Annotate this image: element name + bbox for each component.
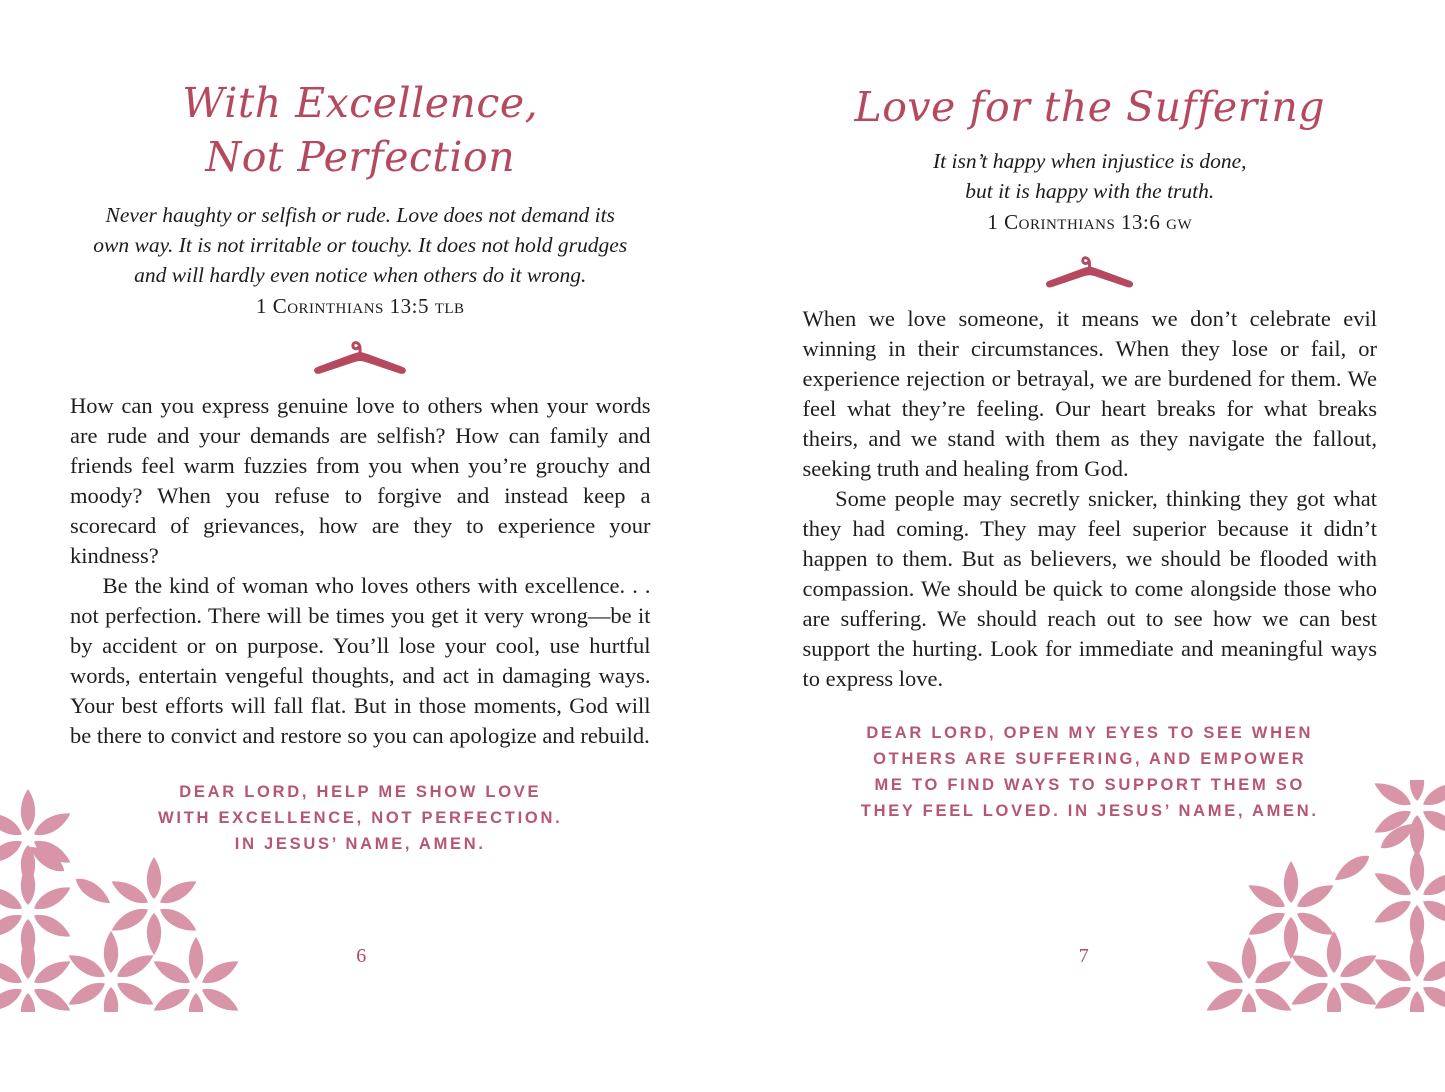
- page-left: [0, 0, 723, 1012]
- scripture-line: Never haughty or selfish or rude. Love does not demand its: [70, 200, 651, 230]
- scripture-line: and will hardly even notice when others do it wrong.: [70, 260, 651, 290]
- prayer-line: IN JESUS’ NAME, AMEN.: [70, 831, 651, 857]
- chapter-title-line: Love for the Suffering: [803, 80, 1378, 134]
- page-number-left: 6: [0, 945, 723, 968]
- chapter-title-line: With Excellence,: [70, 76, 651, 130]
- scripture-reference-right: 1 Corinthians 13:6 gw: [803, 210, 1378, 235]
- prayer-line: ME TO FIND WAYS TO SUPPORT THEM SO: [803, 772, 1378, 798]
- paragraph: Be the kind of woman who loves others with excellence. . . not perfection. There will be times you get it very wrong—be it by accident or on purpose. You’ll lose your cool, use hurtful words, entertain vengeful thoughts, and act in damaging ways. Your best efforts will fall flat. But in those moments, God will be there to convict and restore so you can apologize and rebuild.: [70, 571, 651, 751]
- scripture-line: own way. It is not irritable or touchy. It does not hold grudges: [70, 230, 651, 260]
- devotional-body-left: [70, 391, 651, 751]
- paragraph: How can you express genuine love to others when your words are rude and your demands are selfish? How can family and friends feel warm fuzzies from you when you’re grouchy and moody? When you refuse to forgive and instead keep a scorecard of grievances, how are they to experience your kindness?: [70, 391, 651, 571]
- prayer-right: [803, 720, 1378, 824]
- devotional-body-right: [803, 304, 1378, 694]
- hanger-icon: [803, 247, 1378, 292]
- prayer-line: DEAR LORD, OPEN MY EYES TO SEE WHEN: [803, 720, 1378, 746]
- prayer-left: [70, 779, 651, 857]
- paragraph: When we love someone, it means we don’t celebrate evil winning in their circumstances. When they lose or fail, or experience rejection or betrayal, we are burdened for them. We feel what they’re feeling. Our heart breaks for what breaks theirs, and we stand with them as they navigate the fallout, seeking truth and healing from God.: [803, 304, 1378, 484]
- scripture-line: It isn’t happy when injustice is done,: [803, 146, 1378, 176]
- paragraph: Some people may secretly snicker, thinking they got what they had coming. They may feel superior because it didn’t happen to them. But as believers, we should be flooded with compassion. We should be quick to come alongside those who are suffering. We should reach out to see how we can best support the hurting. Look for immediate and meaningful ways to express love.: [803, 484, 1378, 694]
- page-number-right: 7: [723, 945, 1445, 968]
- scripture-quote-right: [803, 146, 1378, 206]
- chapter-title-line: Not Perfection: [70, 130, 651, 184]
- prayer-line: WITH EXCELLENCE, NOT PERFECTION.: [70, 805, 651, 831]
- prayer-line: OTHERS ARE SUFFERING, AND EMPOWER: [803, 746, 1378, 772]
- chapter-title-left: [70, 76, 651, 184]
- chapter-title-right: [803, 80, 1378, 134]
- scripture-reference-left: 1 Corinthians 13:5 tlb: [70, 294, 651, 319]
- prayer-line: THEY FEEL LOVED. IN JESUS’ NAME, AMEN.: [803, 798, 1378, 824]
- page-right: [723, 0, 1445, 1012]
- scripture-quote-left: [70, 200, 651, 290]
- scripture-line: but it is happy with the truth.: [803, 176, 1378, 206]
- prayer-line: DEAR LORD, HELP ME SHOW LOVE: [70, 779, 651, 805]
- hanger-icon: [70, 331, 651, 379]
